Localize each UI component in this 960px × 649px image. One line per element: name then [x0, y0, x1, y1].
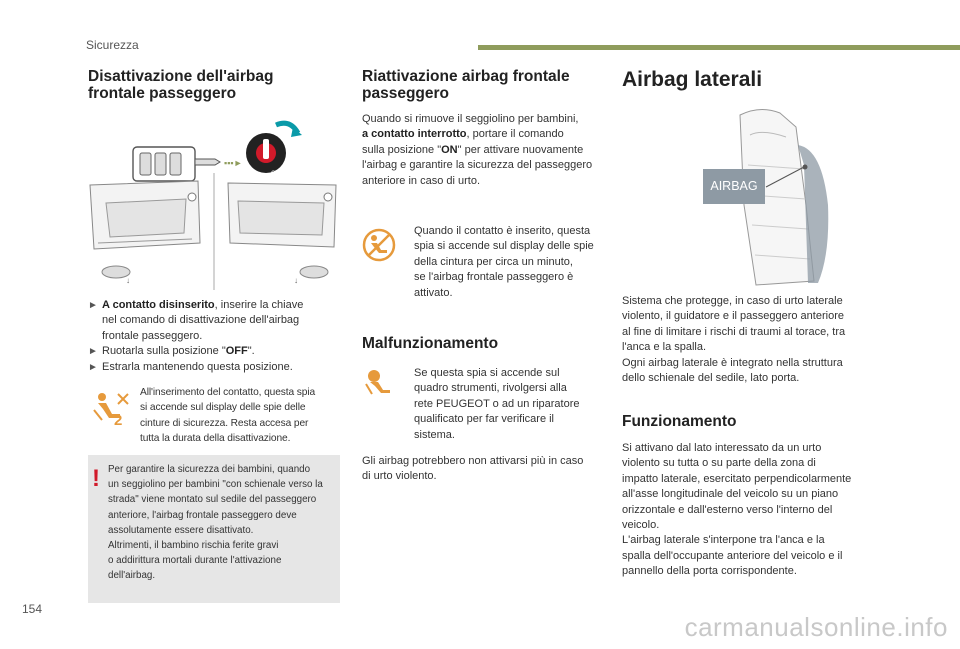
- glovebox-illustration: [88, 115, 340, 290]
- airbag-on-indicator-icon: [362, 228, 396, 262]
- operation-text: Si attivano dal lato interessato da un urto violento su tutta o su parte della zona di impatto laterale, esercitato perpendicolarmente all'asse longitudinale del veicolo su un piano orizzontale e dall'esterno verso l'interno del veicolo. L'airbag laterale s'interpone tra l'anca e la spalla dell'occupante anteriore del veicolo e il pannello della porta corrispondente.: [622, 442, 852, 578]
- glovebox-right: [228, 183, 336, 285]
- col1-title-line1: Disattivazione dell'airbag: [88, 68, 274, 85]
- airbag-fault-indicator-icon: [364, 368, 394, 398]
- col2-title: [362, 68, 622, 102]
- side-airbag-description: Sistema che protegge, in caso di urto laterale violento, il guidatore e il passeggero anteriore al fine di limitare i rischi di traumi al torace, tra l'anca e la spalla. Ogni airbag laterale è integrato nella struttura dello schienale del sedile, lato porta.: [622, 295, 846, 385]
- glovebox-left: [90, 181, 200, 285]
- switch-on-label: ON: [271, 171, 280, 177]
- airbag-switch-illustration: [246, 123, 302, 177]
- watermark: carmanualsonline.info: [684, 612, 948, 642]
- col2-title-line2: passeggero: [362, 85, 450, 102]
- col2-closing: Gli airbag potrebbero non attivarsi più in caso di urto violento.: [362, 455, 584, 483]
- list-item: ► Estrarla mantenendo questa posizione.: [88, 360, 293, 373]
- svg-text:↓: ↓: [126, 276, 130, 285]
- switch-off-label: OFF: [253, 129, 265, 135]
- airbag-off-warning-icon: [92, 390, 132, 426]
- col2-paragraph: Quando si rimuove il seggiolino per bambini, a contatto interrotto, portare il comando sulla posizione "ON" per attivare nuovamente l'airbag e garantire la sicurezza del passeggero anteriore in caso di urto.: [362, 113, 593, 187]
- svg-text:▪▪▪►: ▪▪▪►: [224, 158, 243, 168]
- header-rule: [478, 45, 960, 50]
- col2-title-line1: Riattivazione airbag frontale: [362, 68, 570, 85]
- svg-text:2: 2: [114, 412, 123, 426]
- malfunction-heading: Malfunzionamento: [362, 335, 499, 352]
- col1-title-line2: frontale passeggero: [88, 85, 237, 102]
- list-item: ► A contatto disinserito, inserire la chiave nel comando di disattivazione dell'airbag frontale passeggero.: [88, 299, 304, 342]
- col1-title: [88, 68, 348, 102]
- warning-text: Per garantire la sicurezza dei bambini, quando un seggiolino per bambini "con schienale verso la strada" viene montato sul sedile del passeggero anteriore, l'airbag frontale passeggero deve assolutamente essere disattivato. Altrimenti, il bambino rischia ferite gravi o addirittura mortali durante l'attivazione dell'airbag.: [108, 464, 323, 582]
- page-number: 154: [22, 602, 43, 616]
- malfunction-text: Se questa spia si accende sul quadro strumenti, rivolgersi alla rete PEUGEOT o ad un riparatore qualificato per far verificare il sistema.: [414, 367, 580, 441]
- svg-text:↓: ↓: [294, 276, 298, 285]
- airbag-label-tag: AIRBAG: [703, 169, 765, 204]
- section-label: Sicurezza: [86, 38, 139, 52]
- col1-note: All'inserimento del contatto, questa spia si accende sul display delle spie delle cinture di sicurezza. Resta accesa per tutta la durata della disattivazione.: [140, 387, 316, 444]
- col2-note: Quando il contatto è inserito, questa spia si accende sul display delle spie della cintura per circa un minuto, se l'airbag frontale passeggero è attivato.: [414, 225, 594, 299]
- child-seat-warning-box: [88, 455, 340, 603]
- key-illustration: [133, 147, 242, 181]
- warning-exclamation-icon: !: [92, 465, 100, 492]
- side-airbag-title: Airbag laterali: [622, 68, 763, 91]
- col1-instructions: [88, 298, 340, 375]
- operation-heading: Funzionamento: [622, 413, 737, 430]
- list-item: ► Ruotarla sulla posizione "OFF".: [88, 345, 255, 358]
